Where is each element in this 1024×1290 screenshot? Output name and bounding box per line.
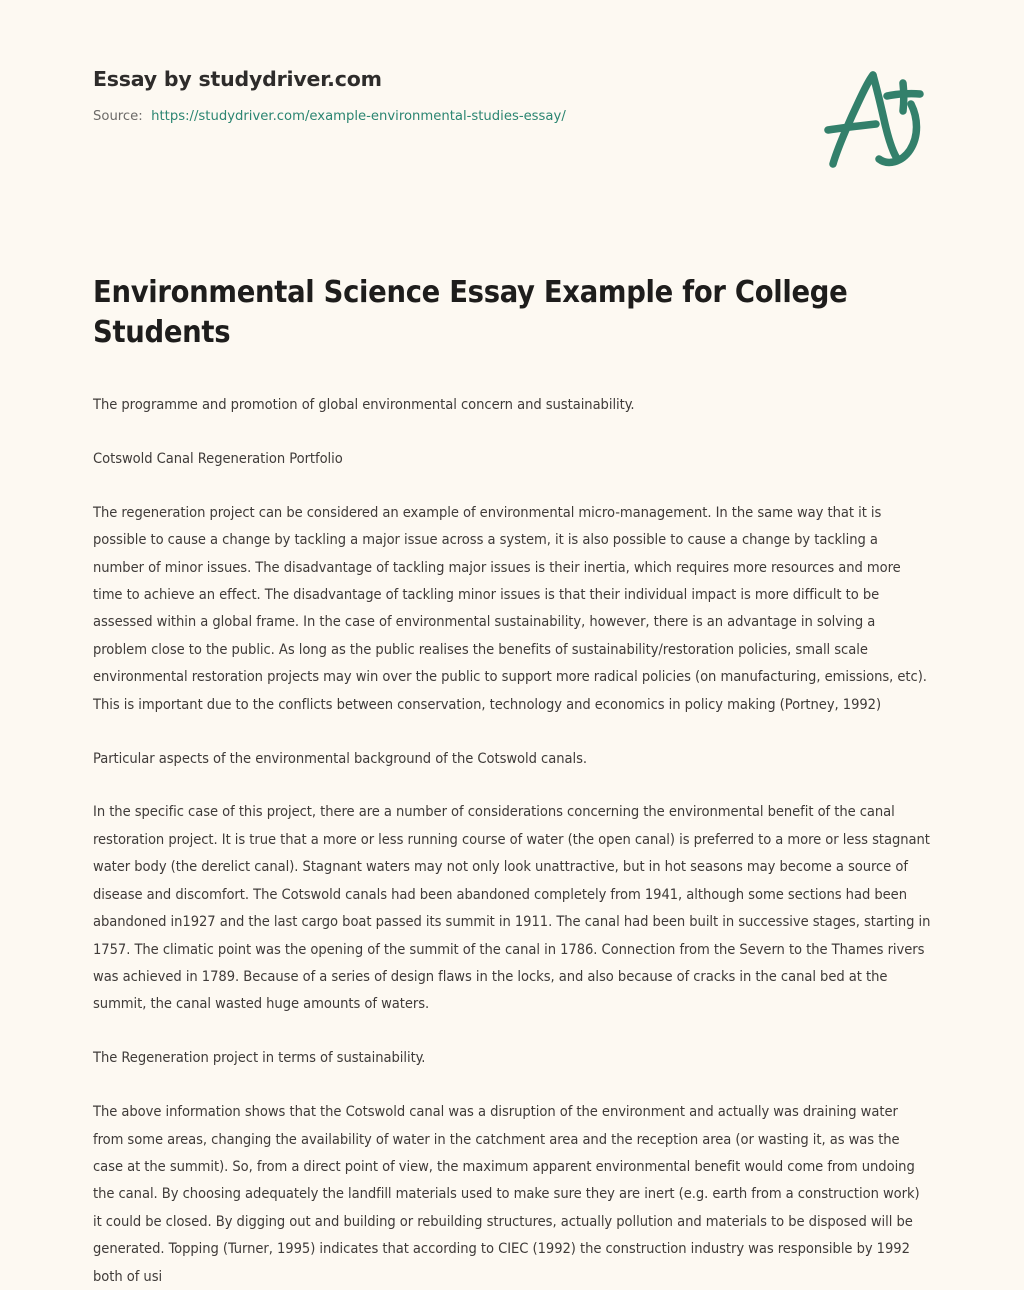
paragraph: The regeneration project can be considered an example of environmental micro-management. In the same way that it is possible to cause a change by tackling a major issue across a system, it is also possible to cause a change by tackling a number of minor issues. The disadvantage of tackling major issues is their inertia, which requires more resources and more time to achieve an effect. The disadvantage of tackling minor issues is that their individual impact is more difficult to be assessed within a global frame. In the case of environmental sustainability, however, there is an advantage in solving a problem close to the public. As long as the public realises the benefits of sustainability/restoration policies, small scale environmental restoration projects may win over the public to support more radical policies (on manufacturing, emissions, etc). This is important due to the conflicts between conservation, technology and economics in policy making (Portney, 1992)	[93, 503, 927, 713]
brand-title: Essay by studydriver.com	[93, 67, 382, 91]
page-title: Environmental Science Essay Example for College Students	[93, 275, 848, 351]
source-line	[93, 108, 773, 126]
paragraph: The Regeneration project in terms of sustainability.	[93, 1049, 426, 1067]
paragraph: Cotswold Canal Regeneration Portfolio	[93, 449, 343, 467]
article-body	[93, 391, 931, 1290]
paragraph: In the specific case of this project, there are a number of considerations concerning the environmental benefit of the canal restoration project. It is true that a more or less running course of water (the open canal) is preferred to a more or less stagnant water body (the derelict canal). Stagnant waters may not only look unattractive, but in hot seasons may become a source of disease and discomfort. The Cotswold canals had been abandoned completely from 1941, although some sections had been abandoned in1927 and the last cargo boat passed its summit in 1911. The canal had been built in successive stages, starting in 1757. The climatic point was the opening of the summit of the canal in 1786. Connection from the Severn to the Thames rivers was achieved in 1789. Because of a series of design flaws in the locks, and also because of cracks in the canal bed at the summit, the canal wasted huge amounts of waters.	[93, 803, 931, 1013]
a-plus-grade-logo-icon[interactable]	[806, 58, 938, 176]
paragraph: The programme and promotion of global environmental concern and sustainability.	[93, 396, 635, 413]
source-label: Source:	[93, 109, 143, 124]
paragraph: The above information shows that the Cotswold canal was a disruption of the environment and actually was draining water from some areas, changing the availability of water in the catchment area and the reception area (or wasting it, as was the case at the summit). So, from a direct point of view, the maximum apparent environmental benefit would come from undoing the canal. By choosing adequately the landfill materials used to make sure they are inert (e.g. earth from a construction work) it could be closed. By digging out and building or rebuilding structures, actually pollution and materials to be disposed will be generated. Topping (Turner, 1995) indicates that according to CIEC (1992) the construction industry was responsible by 1992 both of usi	[93, 1103, 920, 1285]
page-header	[0, 0, 1024, 200]
source-url-link[interactable]: https://studydriver.com/example-environmental-studies-essay/	[151, 109, 566, 124]
brand-block	[93, 66, 773, 126]
paragraph: Particular aspects of the environmental background of the Cotswold canals.	[93, 749, 587, 767]
